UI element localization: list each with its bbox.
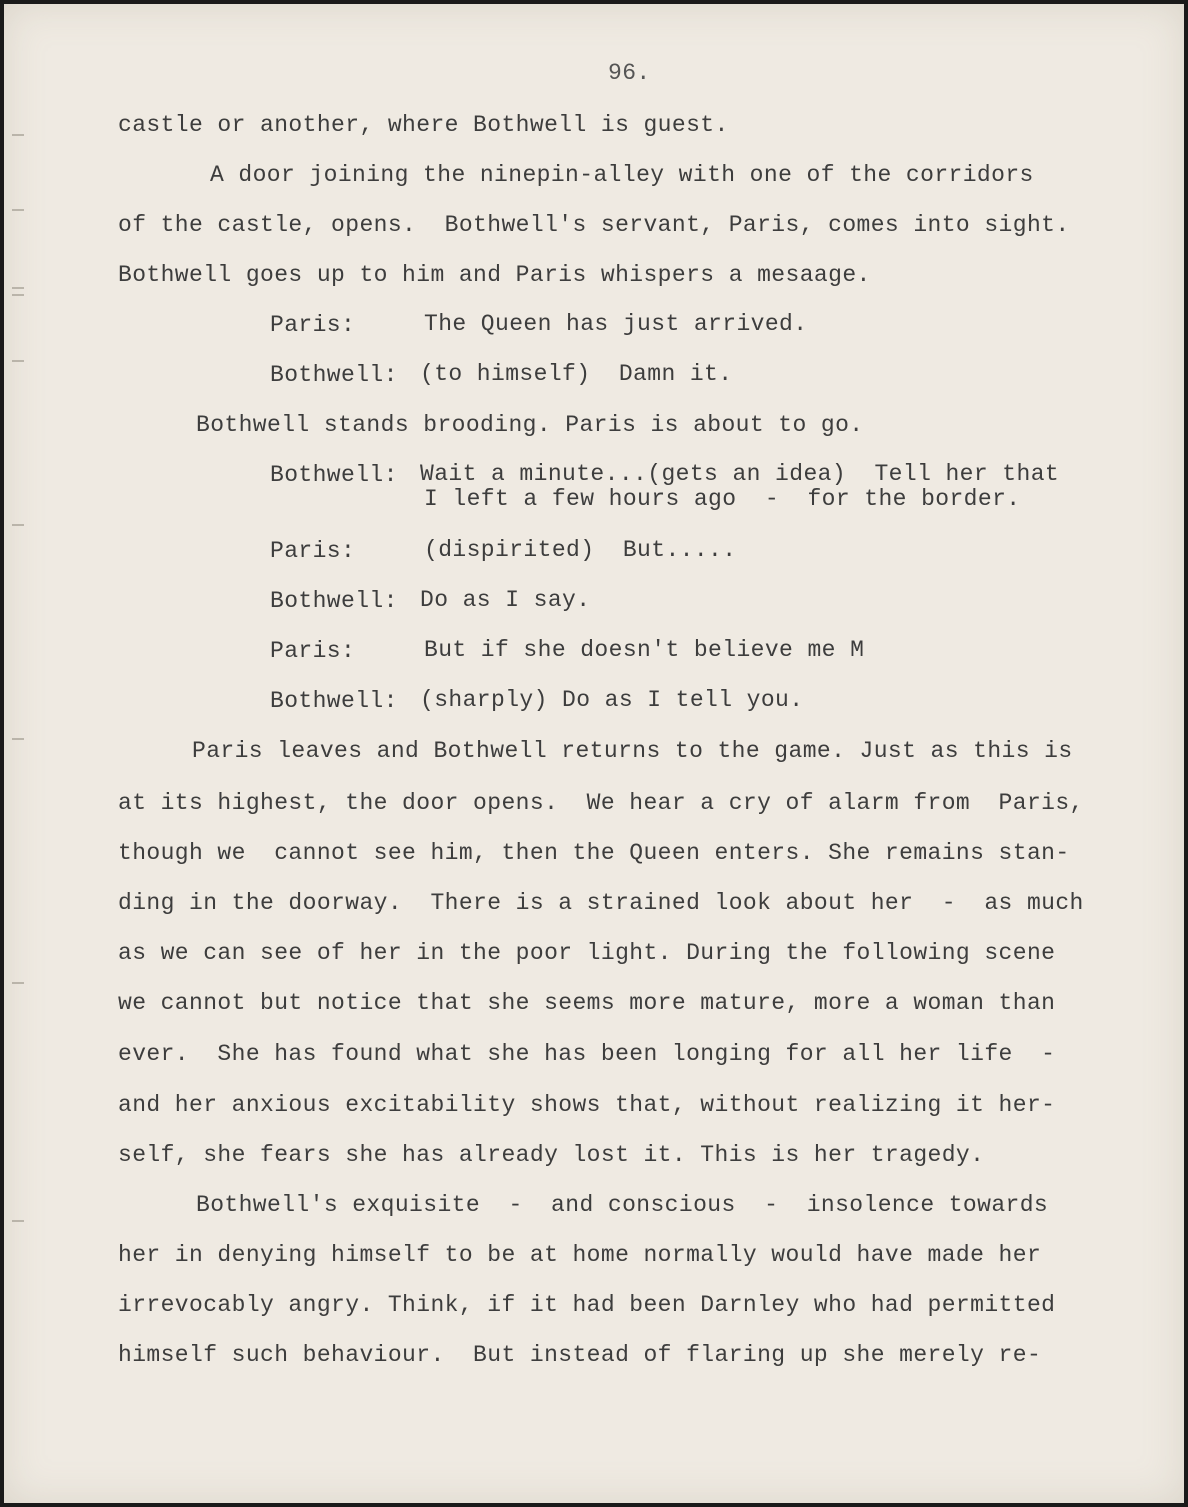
dialogue-line: (sharply) Do as I tell you. <box>420 687 804 713</box>
dialogue-speaker: Bothwell: <box>270 688 398 714</box>
paragraph-4-line-2: at its highest, the door opens. We hear a cry of alarm from Paris, <box>118 790 1084 816</box>
typewritten-page <box>4 4 1184 1503</box>
paragraph-4-line-4: ding in the doorway. There is a strained look about her - as much <box>118 890 1084 916</box>
paragraph-4-line-9: self, she fears she has already lost it. This is her tragedy. <box>118 1142 985 1168</box>
paragraph-1-line-1: castle or another, where Bothwell is guest. <box>118 112 729 138</box>
dialogue-speaker: Paris: <box>270 638 356 664</box>
dialogue-speaker: Bothwell: <box>270 462 398 488</box>
page-content <box>4 4 1184 1503</box>
paragraph-5-line-4: himself such behaviour. But instead of flaring up she merely re- <box>118 1342 1042 1368</box>
margin-mark <box>12 134 24 136</box>
margin-mark <box>12 209 24 211</box>
dialogue-speaker: Paris: <box>270 312 356 338</box>
paragraph-4-line-7: ever. She has found what she has been longing for all her life - <box>118 1041 1056 1067</box>
paragraph-4-line-3: though we cannot see him, then the Queen enters. She remains stan- <box>118 840 1070 866</box>
paragraph-2-line-3: Bothwell goes up to him and Paris whispers a mesaage. <box>118 262 871 288</box>
dialogue-line: (to himself) Damn it. <box>420 361 733 387</box>
paragraph-5-line-1: Bothwell's exquisite - and conscious - insolence towards <box>196 1192 1049 1218</box>
paragraph-2-line-1: A door joining the ninepin-alley with one of the corridors <box>210 162 1034 188</box>
paragraph-4-line-6: we cannot but notice that she seems more mature, more a woman than <box>118 990 1056 1016</box>
paragraph-3-line-1: Bothwell stands brooding. Paris is about to go. <box>196 412 864 438</box>
margin-mark <box>12 294 24 296</box>
dialogue-line: Wait a minute...(gets an idea) Tell her that <box>420 461 1060 487</box>
paragraph-5-line-2: her in denying himself to be at home normally would have made her <box>118 1242 1042 1268</box>
dialogue-speaker: Bothwell: <box>270 362 398 388</box>
dialogue-line: (dispirited) But..... <box>424 537 737 563</box>
margin-mark <box>12 738 24 740</box>
dialogue-line: The Queen has just arrived. <box>424 311 808 337</box>
margin-mark <box>12 287 24 289</box>
dialogue-line: Do as I say. <box>420 587 591 613</box>
dialogue-speaker: Bothwell: <box>270 588 398 614</box>
paragraph-4-line-8: and her anxious excitability shows that, without realizing it her- <box>118 1092 1056 1118</box>
dialogue-line: I left a few hours ago - for the border. <box>424 486 1021 512</box>
dialogue-speaker: Paris: <box>270 538 356 564</box>
margin-mark <box>12 524 24 526</box>
paragraph-4-line-1: Paris leaves and Bothwell returns to the game. Just as this is <box>192 738 1073 764</box>
dialogue-line: But if she doesn't believe me M <box>424 637 865 663</box>
margin-mark <box>12 982 24 984</box>
page-number: 96. <box>608 60 651 86</box>
paragraph-2-line-2: of the castle, opens. Bothwell's servant, Paris, comes into sight. <box>118 212 1070 238</box>
margin-mark <box>12 360 24 362</box>
paragraph-4-line-5: as we can see of her in the poor light. During the following scene <box>118 940 1056 966</box>
margin-mark <box>12 1220 24 1222</box>
paragraph-5-line-3: irrevocably angry. Think, if it had been Darnley who had permitted <box>118 1292 1056 1318</box>
